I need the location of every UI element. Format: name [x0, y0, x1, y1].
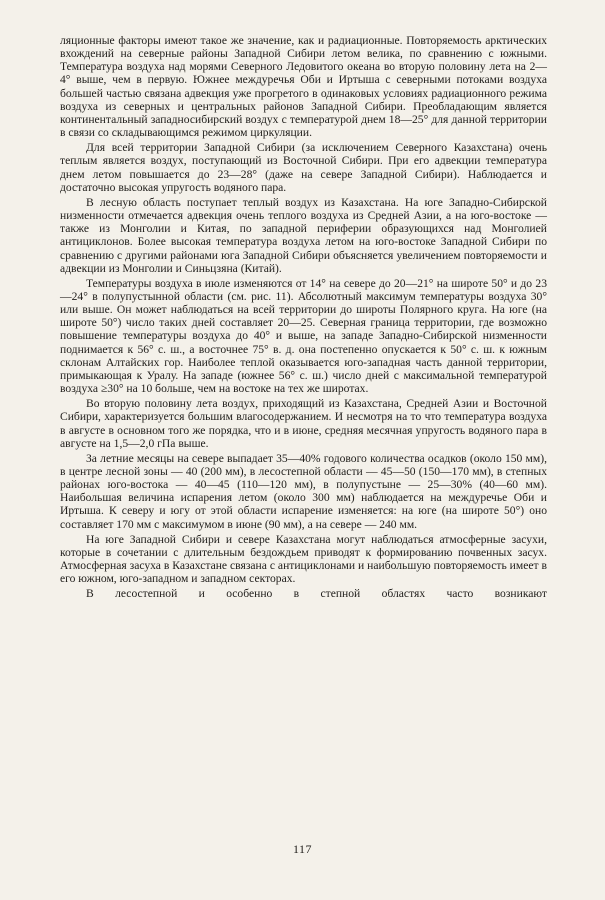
paragraph-4: Температуры воздуха в июле изменяются от 14° на севере до 20—21° на широте 50° и до 23—24° в полупустынной области (см. рис. 11). Абсолютный максимум температуры воздуха 30° или выше. Он может наблюдаться на всей территории до широты Полярного круга. На юге (на широте 50°) число таких дней составляет 20—25. Северная граница территории, где возможно повышение температуры воздуха до 40° и выше, на западе Западно-Сибирской низменности поднимается к 56° с. ш., а восточнее 75° в. д. она постепенно опускается к 50° с. ш. к южным склонам Алтайских гор. Наиболее теплой оказывается юго-западная часть данной территории, примыкающая к Уралу. На западе (южнее 56° с. ш.) число дней с максимальной температурой воздуха ≥30° на 10 больше, чем на востоке на тех же широтах.	[60, 276, 547, 396]
page-number: 117	[292, 842, 313, 856]
paragraph-1: ляционные факторы имеют такое же значение, как и радиационные. Повторяемость арктических вхождений на северные районы Западной Сибири летом велика, по сравнению с южными. Температура воздуха над морями Северного Ледовитого океана во вторую половину лета на 2—4° выше, чем в первую. Южнее междуречья Оби и Иртыша с северными потоками воздуха большей частью связана адвекция уже прогретого в одинаковых условиях радиационного режима воздуха из северных и центральных районов Западной Сибири. Преобладающим является континентальный западносибирский воздух с температурой днем 18—25° для данной территории в связи со складывающимся режимом циркуляции.	[60, 34, 547, 140]
paragraph-8: В лесостепной и особенно в степной областях часто возникают	[86, 587, 547, 601]
paragraph-7: На юге Западной Сибири и севере Казахстана могут наблюдаться атмосферные засухи, которые в сочетании с длительным бездождьем приводят к формированию почвенных засух. Атмосферная засуха в Казахстане связана с антициклонами и наибольшую повторяемость имеет в его южном, юго-западном и западном секторах.	[60, 532, 547, 586]
paragraph-5: Во вторую половину лета воздух, приходящий из Казахстана, Средней Азии и Восточной Сибири, характеризуется большим влагосодержанием. И несмотря на то что температура воздуха в августе в основном того же порядка, что и в июне, средняя месячная упругость водяного пара в августе на 1,5—2,0 гПа выше.	[60, 397, 547, 450]
paragraph-6: За летние месяцы на севере выпадает 35—40% годового количества осадков (около 150 мм), в центре лесной зоны — 40 (200 мм), в лесостепной области — 45—50 (150—170 мм), в степных районах юго-востока — 40—45 (110—120 мм), в полупустыне — 25—30% (40—60 мм). Наибольшая величина испарения летом (около 300 мм) наблюдается на междуречье Оби и Иртыша. К северу и югу от этой области испарение изменяется: на юге (на широте 50°) оно составляет 170 мм с максимумом в июне (90 мм), а на севере — 240 мм.	[60, 451, 547, 531]
paragraph-2: Для всей территории Западной Сибири (за исключением Северного Казахстана) очень теплым является воздух, поступающий из Восточной Сибири. При его адвекции температура днем летом повышается до 23—28° (даже на севере Западной Сибири). Наблюдается и достаточно высокая упругость водяного пара.	[60, 141, 547, 194]
paragraph-3: В лесную область поступает теплый воздух из Казахстана. На юге Западно-Сибирской низменности отмечается адвекция очень теплого воздуха из Средней Азии, а на юго-востоке — также из Монголии и Китая, по западной периферии образующихся над Монголией антициклонов. Более высокая температура воздуха летом на юго-востоке Западной Сибири по сравнению с другими районами юга Западной Сибири объясняется увеличением повторяемости и адвекции из Монголии и Синьцзяна (Китай).	[60, 195, 547, 275]
